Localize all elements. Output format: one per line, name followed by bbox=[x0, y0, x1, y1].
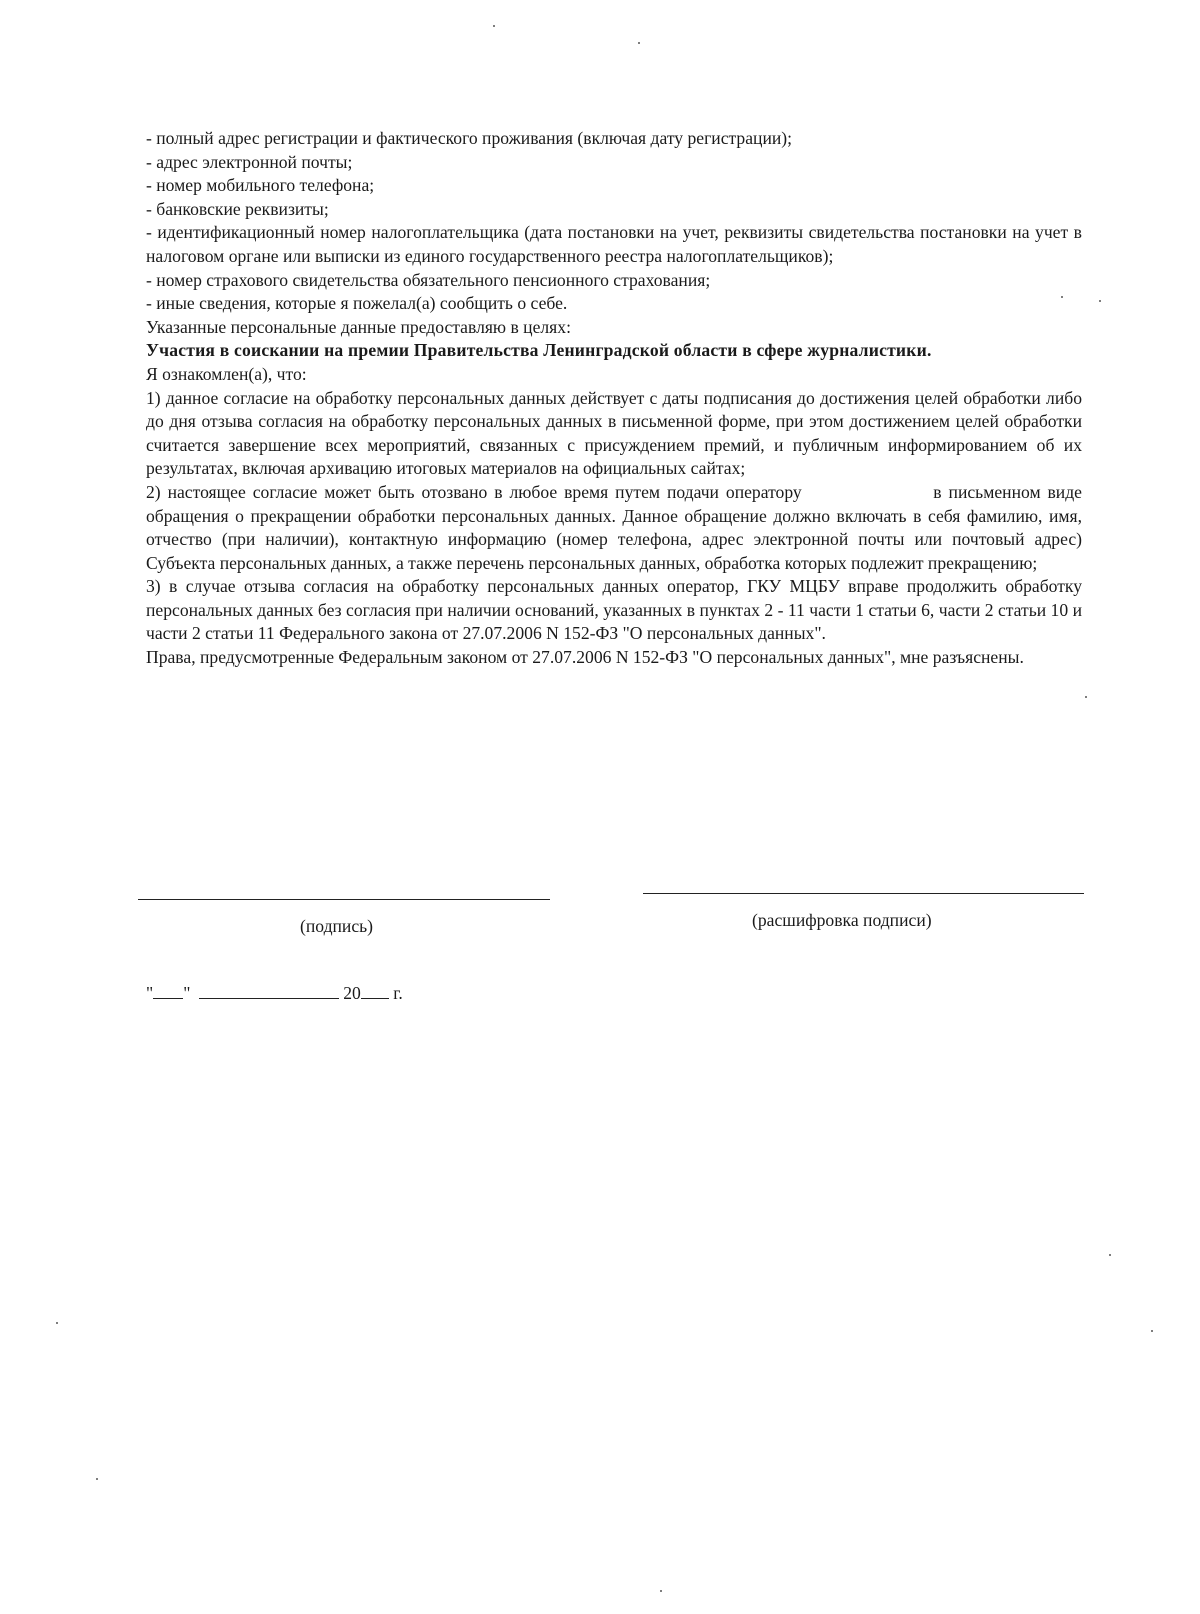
scan-speck bbox=[1085, 696, 1087, 698]
scan-speck bbox=[638, 42, 640, 44]
rights-statement: Права, предусмотренные Федеральным законом от 27.07.2006 N 152-ФЗ "О персональных данных", мне разъяснены. bbox=[146, 647, 1024, 668]
signature-decoding-label: (расшифровка подписи) bbox=[752, 910, 932, 930]
year-suffix: г. bbox=[393, 983, 403, 1003]
date-quote-open: " bbox=[146, 983, 154, 1003]
scan-speck bbox=[96, 1478, 98, 1480]
scan-speck bbox=[1109, 1254, 1111, 1256]
clause-2: 2) настоящее согласие может быть отозвано в любое время путем подачи оператору в письменном виде обращения о прекращении обработки персональных данных. Данное обращение должно включать в себя фамилию, имя, отчество (при наличии), контактную информацию (номер телефона, адрес электронной почты или почтовый адрес) Субъекта персональных данных, а также перечень персональных данных, обработка которых подлежит прекращению; bbox=[146, 481, 1087, 573]
scan-speck bbox=[1061, 296, 1063, 298]
item-snils: - номер страхового свидетельства обязательного пенсионного страхования; bbox=[146, 269, 711, 290]
item-inn: - идентификационный номер налогоплательщика (дата постановки на учет, реквизиты свидетельства постановки на учет в налоговом органе или выписки из единого государственного реестра налогоплательщиков); bbox=[146, 222, 1082, 266]
clause-1: 1) данное согласие на обработку персональных данных действует с даты подписания до достижения целей обработки либо до дня отзыва согласия на обработку персональных данных в письменной форме, при этом достижением целей обработки считается завершение всех мероприятий, связанных с присуждением премий, и публичным информированием об их результатах, включая архивацию итоговых материалов на официальных сайтах; bbox=[146, 387, 1082, 479]
item-other: - иные сведения, которые я пожелал(а) сообщить о себе. bbox=[146, 293, 568, 314]
purpose-statement: Участия в соискании на премии Правительства Ленинградской области в сфере журналистики. bbox=[146, 340, 932, 361]
item-phone: - номер мобильного телефона; bbox=[146, 175, 375, 196]
item-address: - полный адрес регистрации и фактического проживания (включая дату регистрации); bbox=[146, 128, 793, 148]
signature-line bbox=[138, 899, 550, 900]
consent-text bbox=[146, 127, 1087, 670]
scan-speck bbox=[1151, 1330, 1153, 1332]
date-quote-close: " bbox=[183, 983, 191, 1003]
month-blank bbox=[199, 984, 339, 999]
day-blank bbox=[153, 984, 183, 999]
signature-label: (подпись) bbox=[300, 916, 374, 936]
date-line bbox=[146, 982, 403, 1004]
scan-speck bbox=[660, 1590, 662, 1592]
clause-3: 3) в случае отзыва согласия на обработку персональных данных оператор, ГКУ МЦБУ вправе продолжить обработку персональных данных без согласия при наличии оснований, указанных в пунктах 2 - 11 части 1 статьи 6, части 2 статьи 10 и части 2 статьи 11 Федерального закона от 27.07.2006 N 152-ФЗ "О персональных данных". bbox=[146, 576, 1082, 644]
signature-decoding-line bbox=[643, 893, 1084, 894]
item-bank: - банковские реквизиты; bbox=[146, 198, 329, 219]
year-prefix: 20 bbox=[343, 983, 361, 1003]
scan-speck bbox=[56, 1322, 58, 1324]
purpose-intro: Указанные персональные данные предоставляю в целях: bbox=[146, 316, 571, 337]
scan-speck bbox=[493, 25, 495, 27]
acknowledgement-intro: Я ознакомлен(а), что: bbox=[146, 363, 307, 384]
item-email: - адрес электронной почты; bbox=[146, 151, 353, 172]
scan-speck bbox=[1099, 300, 1101, 302]
year-blank bbox=[361, 984, 389, 999]
